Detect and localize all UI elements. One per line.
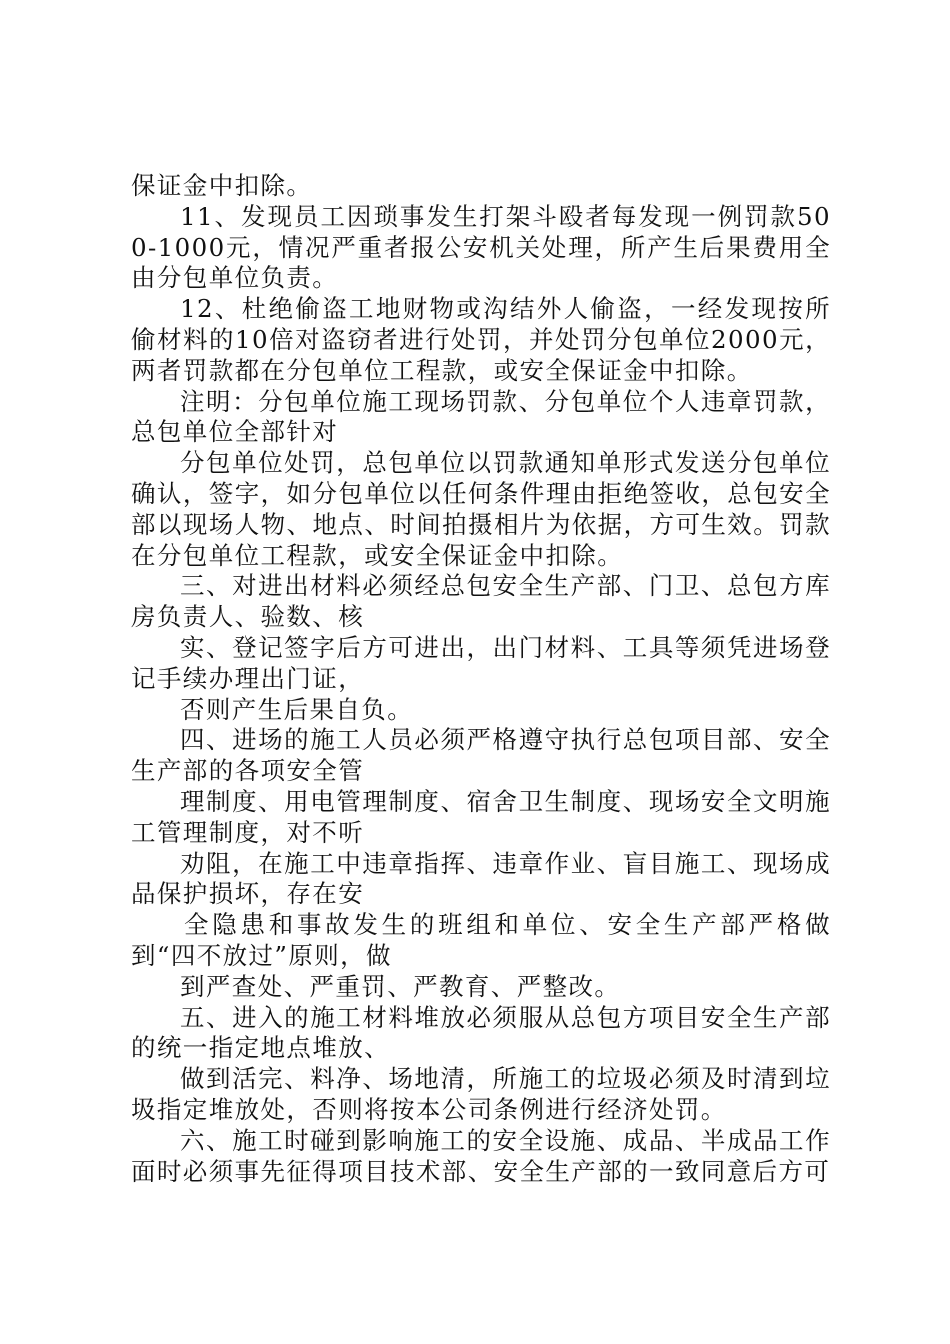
paragraph: 全隐患和事故发生的班组和单位、安全生产部严格做到“四不放过”原则，做 bbox=[131, 910, 831, 970]
paragraph: 到严查处、严重罚、严教育、严整改。 bbox=[180, 971, 621, 1001]
paragraph: 三、对进出材料必须经总包安全生产部、门卫、总包方库房负责人、验数、核 bbox=[131, 571, 831, 632]
paragraph: 理制度、用电管理制度、宿舍卫生制度、现场安全文明施工管理制度，对不听 bbox=[131, 786, 831, 847]
paragraph: 劝阻，在施工中违章指挥、违章作业、盲目施工、现场成品保护损坏，存在安 bbox=[131, 848, 831, 909]
paragraph: 四、进场的施工人员必须严格遵守执行总包项目部、安全生产部的各项安全管 bbox=[131, 725, 831, 786]
paragraph: 12、杜绝偷盗工地财物或沟结外人偷盗，一经发现按所偷材料的10倍对盗窃者进行处罚，并处罚分包单位2000元，两者罚款都在分包单位工程款，或安全保证金中扣除。 bbox=[131, 294, 831, 385]
paragraph: 11、发现员工因琐事发生打架斗殴者每发现一例罚款500-1000元，情况严重者报公安机关处理，所产生后果费用全由分包单位负责。 bbox=[131, 201, 831, 293]
paragraph: 否则产生后果自负。 bbox=[180, 694, 414, 724]
paragraph: 六、施工时碰到影响施工的安全设施、成品、半成品工作面时必须事先征得项目技术部、安全生产部的一致同意后方可 bbox=[131, 1125, 831, 1186]
paragraph: 注明：分包单位施工现场罚款、分包单位个人违章罚款，总包单位全部针对 bbox=[131, 386, 831, 447]
paragraph: 五、进入的施工材料堆放必须服从总包方项目安全生产部的统一指定地点堆放、 bbox=[131, 1002, 831, 1063]
paragraph: 分包单位处罚，总包单位以罚款通知单形式发送分包单位确认，签字，如分包单位以任何条件理由拒绝签收，总包安全部以现场人物、地点、时间拍摄相片为依据，方可生效。罚款在分包单位工程款，或安全保证金中扣除。 bbox=[131, 448, 831, 570]
paragraph: 实、登记签字后方可进出，出门材料、工具等须凭进场登记手续办理出门证， bbox=[131, 632, 831, 693]
paragraph: 保证金中扣除。 bbox=[131, 171, 313, 200]
paragraph: 做到活完、料净、场地清，所施工的垃圾必须及时清到垃圾指定堆放处，否则将按本公司条例进行经济处罚。 bbox=[131, 1064, 831, 1124]
document-body bbox=[131, 171, 831, 1187]
